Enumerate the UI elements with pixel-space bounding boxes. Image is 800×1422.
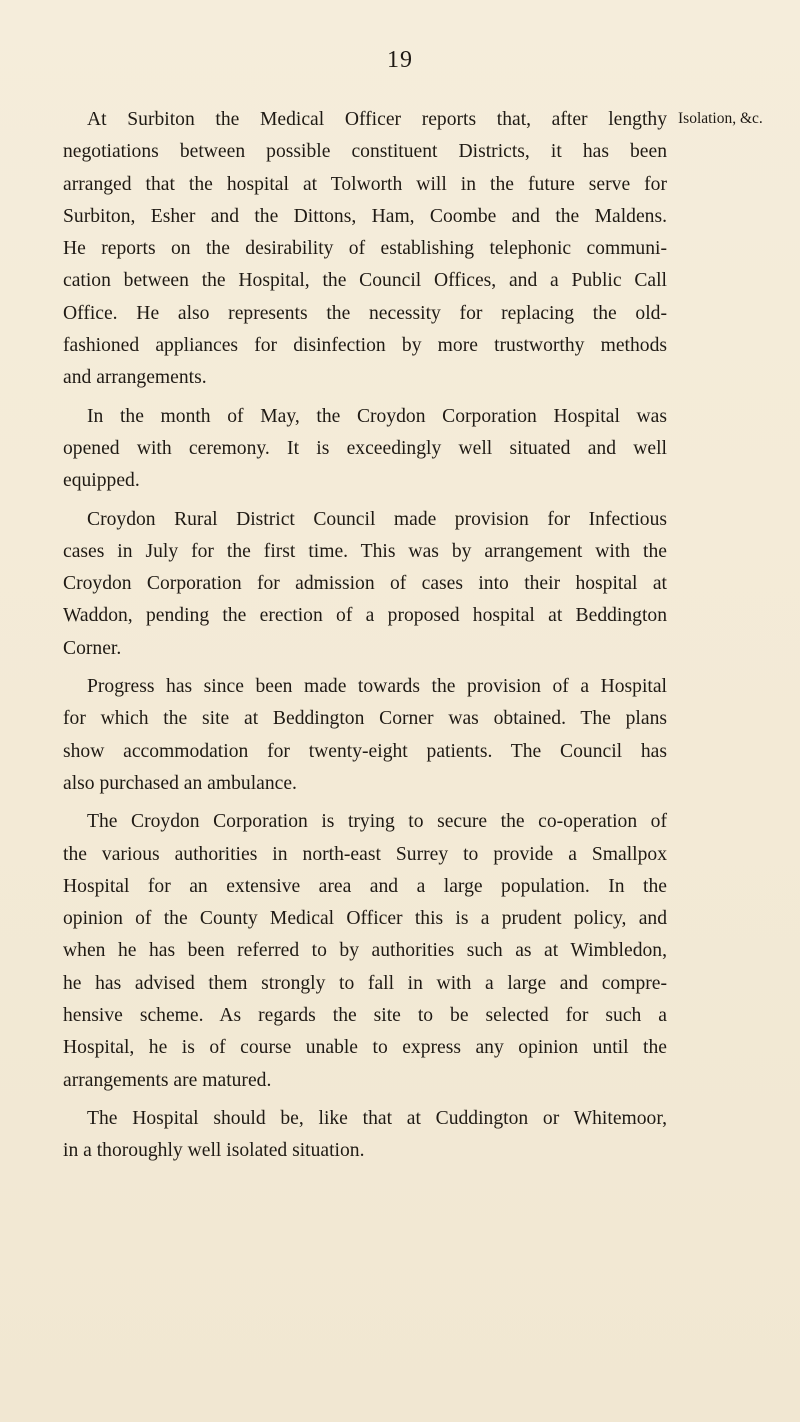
paragraph <box>63 671 667 800</box>
text-line: Surbiton, Esher and the Dittons, Ham, Coombe and the Maldens. <box>63 205 667 227</box>
text-line: the various authorities in north-east Surrey to provide a Smallpox <box>63 843 667 865</box>
text-line: when he has been referred to by authorities such as at Wimbledon, <box>63 940 667 962</box>
text-line: Corner. <box>63 637 122 659</box>
text-line: He reports on the desirability of establishing telephonic communi- <box>63 238 667 260</box>
text-line: negotiations between possible constituent Districts, it has been <box>63 141 667 163</box>
paragraph <box>63 401 667 498</box>
text-line: also purchased an ambulance. <box>63 772 297 794</box>
text-line: in a thoroughly well isolated situation. <box>63 1140 365 1162</box>
text-line: In the month of May, the Croydon Corporation Hospital was <box>87 405 667 427</box>
text-line: Croydon Corporation for admission of cases into their hospital at <box>63 573 667 595</box>
text-line: he has advised them strongly to fall in with a large and compre- <box>63 972 667 994</box>
paragraph <box>63 104 667 395</box>
body-text <box>63 104 667 1174</box>
page-number: 19 <box>387 47 413 73</box>
text-line: fashioned appliances for disinfection by more trustworthy methods <box>63 335 667 357</box>
text-line: equipped. <box>63 470 140 492</box>
text-line: cases in July for the first time. This was by arrangement with the <box>63 540 667 562</box>
text-line: arrangements are matured. <box>63 1069 272 1091</box>
paragraph <box>63 1103 667 1168</box>
text-line: At Surbiton the Medical Officer reports that, after lengthy <box>87 109 667 130</box>
text-line: and arrangements. <box>63 367 207 389</box>
margin-note: Isolation, &c. <box>678 110 763 127</box>
text-line: hensive scheme. As regards the site to be selected for such a <box>63 1005 667 1027</box>
text-line: Croydon Rural District Council made provision for Infectious <box>87 508 667 530</box>
text-line: show accommodation for twenty-eight patients. The Council has <box>63 740 667 762</box>
text-line: for which the site at Beddington Corner was obtained. The plans <box>63 708 667 730</box>
text-line: opinion of the County Medical Officer this is a prudent policy, and <box>63 908 667 930</box>
text-line: Hospital for an extensive area and a large population. In the <box>63 875 667 897</box>
text-line: opened with ceremony. It is exceedingly well situated and well <box>63 437 667 459</box>
text-line: Progress has since been made towards the provision of a Hospital <box>87 676 667 698</box>
text-line: arranged that the hospital at Tolworth will in the future serve for <box>63 173 667 195</box>
paragraph <box>63 806 667 1097</box>
text-line: cation between the Hospital, the Council Offices, and a Public Call <box>63 270 667 292</box>
text-line: Hospital, he is of course unable to express any opinion until the <box>63 1037 667 1059</box>
text-line: Office. He also represents the necessity for replacing the old- <box>63 302 667 324</box>
paragraph <box>63 504 667 665</box>
text-line: The Croydon Corporation is trying to secure the co-operation of <box>87 811 667 833</box>
text-line: Waddon, pending the erection of a proposed hospital at Beddington <box>63 605 667 627</box>
text-line: The Hospital should be, like that at Cuddington or Whitemoor, <box>87 1107 667 1129</box>
